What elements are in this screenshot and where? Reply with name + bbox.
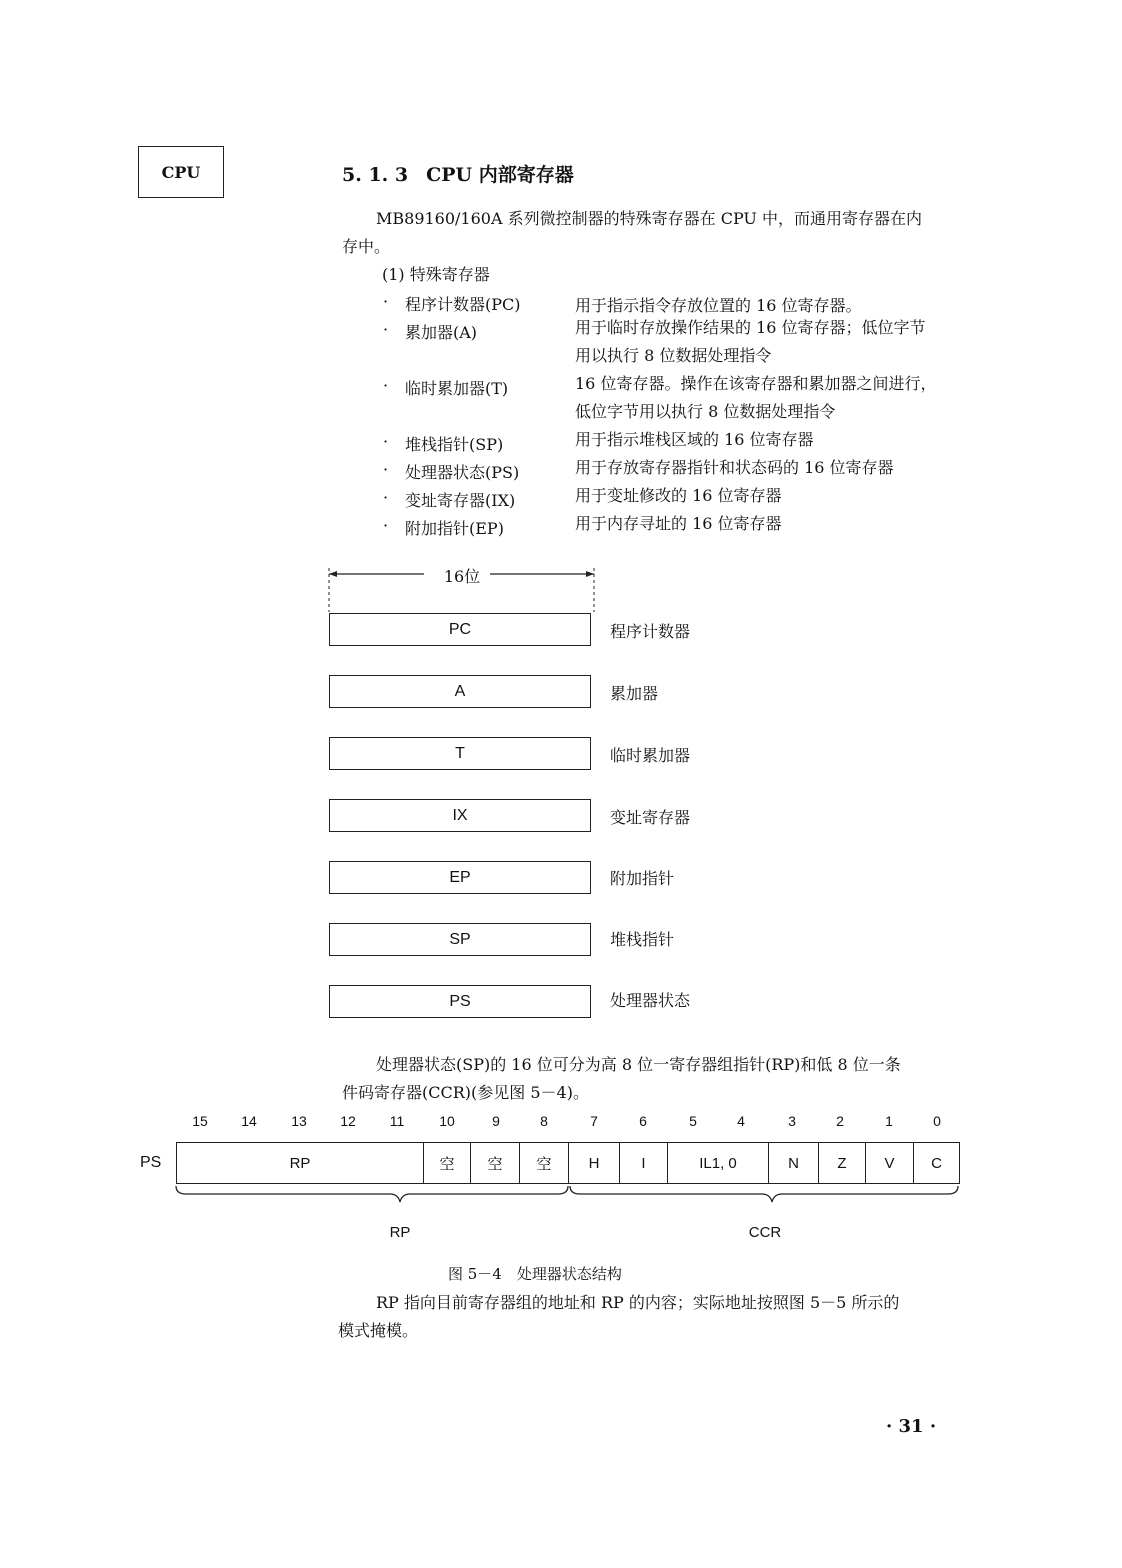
ps-cell-c: C	[913, 1142, 960, 1184]
ps-cell-empty: 空	[423, 1142, 471, 1184]
register-box-t: T	[329, 737, 591, 770]
section-heading	[342, 160, 574, 187]
ps-cell-h: H	[568, 1142, 620, 1184]
register-box-a: A	[329, 675, 591, 708]
section-number: 5. 1. 3	[342, 164, 409, 186]
list-item-desc: 用于存放寄存器指针和状态码的 16 位寄存器	[575, 458, 894, 477]
ps-cell-i: I	[619, 1142, 668, 1184]
bit-number: 9	[492, 1113, 500, 1129]
subheading: (1) 特殊寄存器	[382, 265, 490, 284]
width-label: 16位	[443, 567, 481, 586]
ps-cell-il: IL1, 0	[667, 1142, 769, 1184]
bit-number: 12	[340, 1113, 356, 1129]
bullet: ·	[383, 516, 389, 535]
intro-line-2: 存中。	[342, 237, 391, 256]
list-item	[383, 488, 983, 512]
list-item-name: 临时累加器(T)	[405, 379, 509, 398]
bit-number: 13	[291, 1113, 307, 1129]
group-label-ccr: CCR	[748, 1224, 782, 1241]
register-box-ix: IX	[329, 799, 591, 832]
bit-number: 5	[689, 1113, 697, 1129]
bit-number: 15	[192, 1113, 208, 1129]
ps-text-line-2: 件码寄存器(CCR)(参见图 5－4)。	[342, 1083, 589, 1102]
register-label: 附加指针	[610, 869, 675, 888]
bit-number: 3	[788, 1113, 796, 1129]
register-label: 变址寄存器	[610, 808, 691, 827]
list-item	[383, 432, 983, 456]
register-box-pc: PC	[329, 613, 591, 646]
group-label-rp: RP	[389, 1224, 411, 1241]
page-number: · 31 ·	[886, 1416, 937, 1437]
register-label: 临时累加器	[610, 746, 691, 765]
register-label: 处理器状态	[610, 991, 691, 1010]
list-item-desc: 用以执行 8 位数据处理指令	[575, 346, 772, 365]
list-item-desc: 低位字节用以执行 8 位数据处理指令	[575, 402, 836, 421]
bullet: ·	[383, 376, 389, 395]
ps-cell-empty: 空	[519, 1142, 569, 1184]
bit-number: 4	[737, 1113, 745, 1129]
bit-number: 7	[590, 1113, 598, 1129]
list-item-name: 处理器状态(PS)	[405, 463, 520, 482]
register-label: 堆栈指针	[610, 930, 675, 949]
ps-cell-n: N	[768, 1142, 819, 1184]
list-item-desc: 用于变址修改的 16 位寄存器	[575, 486, 782, 505]
side-tag: CPU	[138, 146, 224, 198]
list-item-desc: 16 位寄存器。操作在该寄存器和累加器之间进行，	[575, 374, 937, 393]
list-item	[383, 320, 983, 372]
list-item	[383, 460, 983, 484]
bit-number: 6	[639, 1113, 647, 1129]
list-item-name: 堆栈指针(SP)	[405, 435, 504, 454]
bit-number: 8	[540, 1113, 548, 1129]
ps-text-line-1: 处理器状态(SP)的 16 位可分为高 8 位一寄存器组指针(RP)和低 8 位一条	[376, 1055, 901, 1074]
list-item-desc: 用于指示堆栈区域的 16 位寄存器	[575, 430, 814, 449]
bit-number: 10	[439, 1113, 455, 1129]
list-item	[383, 292, 983, 316]
bit-number: 11	[389, 1113, 405, 1129]
register-label: 累加器	[610, 684, 659, 703]
closing-line-2: 模式掩模。	[338, 1321, 419, 1340]
list-item-name: 变址寄存器(IX)	[405, 491, 516, 510]
ps-cell-empty: 空	[470, 1142, 520, 1184]
bullet: ·	[383, 488, 389, 507]
bit-number: 0	[933, 1113, 941, 1129]
register-box-ep: EP	[329, 861, 591, 894]
ps-row-label: PS	[140, 1154, 162, 1171]
list-item	[383, 376, 983, 428]
bit-number: 1	[885, 1113, 893, 1129]
list-item-name: 附加指针(EP)	[405, 519, 504, 538]
figure-caption: 图 5－4 处理器状态结构	[448, 1265, 622, 1283]
bit-number: 2	[836, 1113, 844, 1129]
closing-line-1: RP 指向目前寄存器组的地址和 RP 的内容；实际地址按照图 5－5 所示的	[376, 1293, 900, 1312]
register-box-ps: PS	[329, 985, 591, 1018]
list-item-desc: 用于指示指令存放位置的 16 位寄存器。	[575, 296, 862, 315]
list-item-desc: 用于内存寻址的 16 位寄存器	[575, 514, 782, 533]
register-label: 程序计数器	[610, 622, 691, 641]
intro-line-1: MB89160/160A 系列微控制器的特殊寄存器在 CPU 中，而通用寄存器在内	[376, 209, 922, 228]
section-title: CPU 内部寄存器	[426, 164, 574, 186]
bullet: ·	[383, 320, 389, 339]
list-item-desc: 用于临时存放操作结果的 16 位寄存器；低位字节	[575, 318, 926, 337]
ps-cell-rp: RP	[176, 1142, 424, 1184]
bullet: ·	[383, 292, 389, 311]
list-item-name: 累加器(A)	[405, 323, 478, 342]
ps-cell-z: Z	[818, 1142, 866, 1184]
bit-number: 14	[241, 1113, 257, 1129]
bullet: ·	[383, 460, 389, 479]
group-braces	[170, 1184, 970, 1214]
bullet: ·	[383, 432, 389, 451]
register-box-sp: SP	[329, 923, 591, 956]
ps-cell-v: V	[865, 1142, 914, 1184]
list-item-name: 程序计数器(PC)	[405, 295, 521, 314]
list-item	[383, 516, 983, 540]
